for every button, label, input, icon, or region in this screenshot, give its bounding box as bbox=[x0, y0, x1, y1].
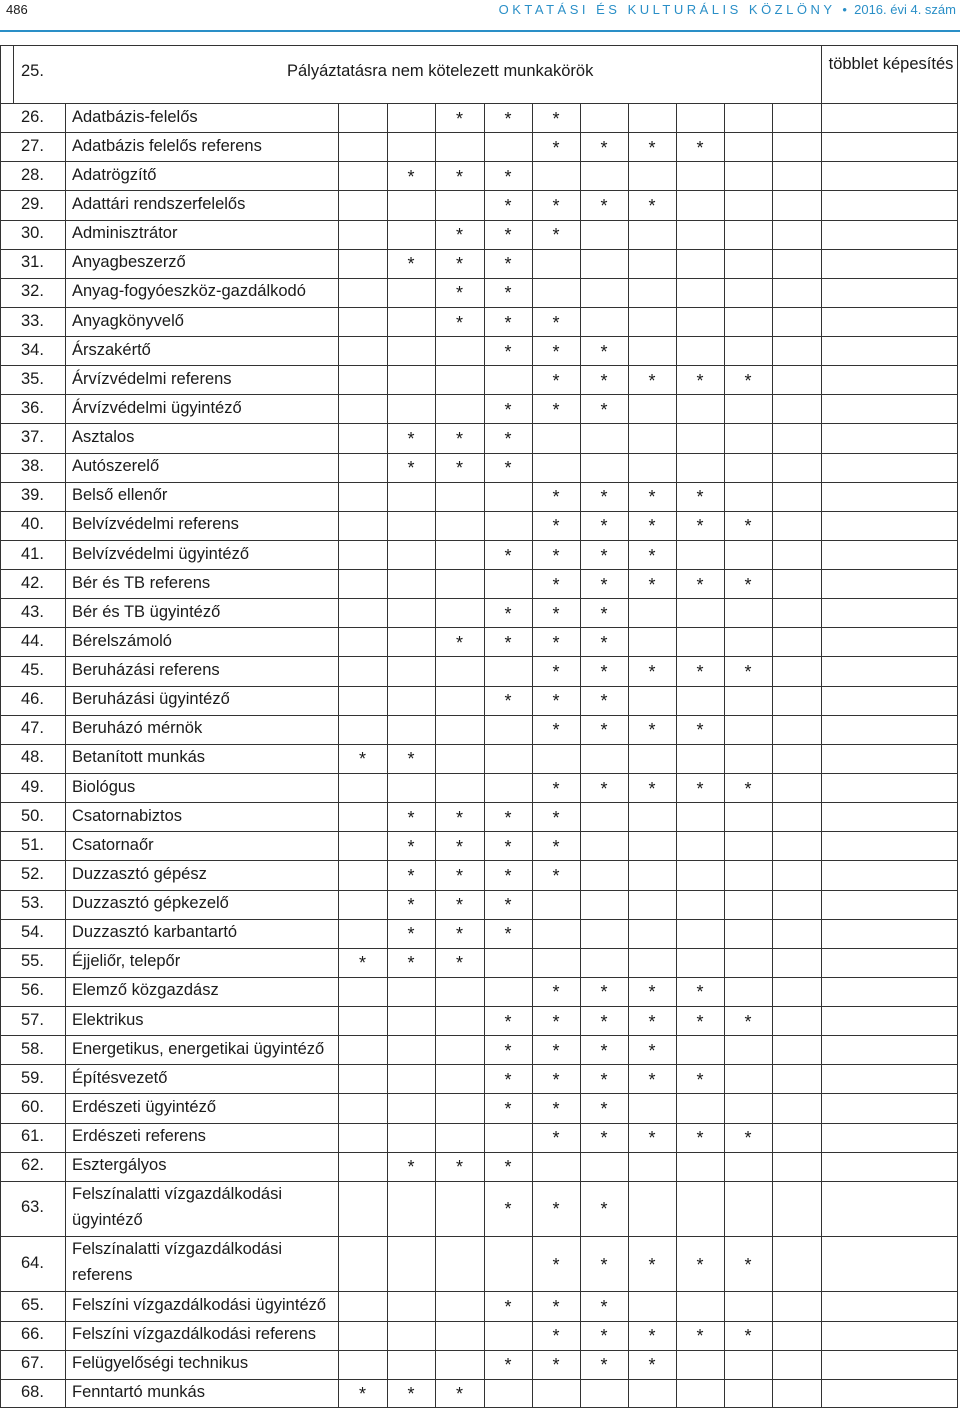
job-table bbox=[0, 45, 960, 1408]
star-mark: * bbox=[552, 312, 560, 333]
job-title: Duzzasztó gépész bbox=[72, 864, 207, 883]
star-mark: * bbox=[696, 982, 704, 1003]
star-mark: * bbox=[504, 691, 512, 712]
star-mark: * bbox=[552, 1326, 560, 1347]
star-mark: * bbox=[600, 1326, 608, 1347]
row-number: 31. bbox=[21, 253, 44, 272]
star-mark: * bbox=[552, 1098, 560, 1119]
job-title: Építésvezető bbox=[72, 1068, 168, 1087]
star-mark: * bbox=[407, 953, 415, 974]
job-title: Felszíni vízgazdálkodási ügyintéző bbox=[72, 1296, 327, 1315]
star-mark: * bbox=[407, 1157, 415, 1178]
job-title: Duzzasztó gépkezelő bbox=[72, 894, 229, 913]
star-mark: * bbox=[455, 865, 463, 886]
row-number: 29. bbox=[21, 195, 44, 213]
section-title: Pályáztatásra nem kötelezett munkakörök bbox=[287, 62, 594, 80]
star-mark: * bbox=[552, 720, 560, 741]
star-mark: * bbox=[455, 632, 463, 653]
star-mark: * bbox=[552, 1297, 560, 1318]
star-mark: * bbox=[600, 778, 608, 799]
star-mark: * bbox=[504, 1011, 512, 1032]
row-number: 59. bbox=[21, 1068, 44, 1087]
row-number: 67. bbox=[21, 1354, 44, 1373]
star-mark: * bbox=[600, 1128, 608, 1149]
star-mark: * bbox=[696, 487, 704, 508]
row-number: 27. bbox=[21, 136, 44, 155]
job-title: Duzzasztó karbantartó bbox=[72, 923, 238, 942]
star-mark: * bbox=[407, 895, 415, 916]
row-number: 68. bbox=[21, 1383, 44, 1402]
star-mark: * bbox=[648, 196, 656, 216]
job-title: Beruházási referens bbox=[72, 661, 220, 680]
star-mark: * bbox=[407, 429, 415, 450]
star-mark: * bbox=[600, 487, 608, 508]
star-mark: * bbox=[744, 1128, 752, 1149]
star-mark: * bbox=[600, 1098, 608, 1119]
star-mark: * bbox=[552, 865, 560, 886]
star-mark: * bbox=[552, 691, 560, 712]
star-mark: * bbox=[744, 1254, 752, 1275]
star-mark: * bbox=[648, 662, 656, 683]
star-mark: * bbox=[648, 137, 656, 158]
star-mark: * bbox=[648, 1254, 656, 1275]
row-number: 60. bbox=[21, 1097, 44, 1116]
row-number: 66. bbox=[21, 1325, 44, 1344]
star-mark: * bbox=[504, 166, 512, 187]
star-mark: * bbox=[455, 108, 463, 129]
star-mark: * bbox=[696, 1326, 704, 1347]
journal-title: OKTATÁSI ÉS KULTURÁLIS KÖZLÖNY • 2016. évi 4. szám bbox=[498, 2, 956, 17]
star-mark: * bbox=[600, 574, 608, 595]
star-mark: * bbox=[455, 924, 463, 945]
row-number: 39. bbox=[21, 486, 44, 505]
star-mark: * bbox=[552, 662, 560, 683]
job-title: Elemző közgazdász bbox=[72, 981, 219, 1000]
star-mark: * bbox=[455, 1157, 463, 1178]
job-title: Autószerelő bbox=[72, 457, 160, 476]
star-mark: * bbox=[696, 370, 704, 391]
row-number: 54. bbox=[21, 923, 44, 942]
job-title: Energetikus, energetikai ügyintéző bbox=[72, 1039, 325, 1058]
star-mark: * bbox=[455, 1384, 463, 1405]
star-mark: * bbox=[600, 1254, 608, 1275]
page-header bbox=[0, 0, 960, 22]
row-number: 61. bbox=[21, 1127, 44, 1146]
star-mark: * bbox=[407, 924, 415, 945]
star-mark: * bbox=[504, 225, 512, 246]
star-mark: * bbox=[552, 370, 560, 391]
star-mark: * bbox=[744, 778, 752, 799]
star-mark: * bbox=[552, 399, 560, 420]
page-number: 486 bbox=[6, 2, 28, 17]
job-title: Adattári rendszerfelelős bbox=[72, 195, 246, 213]
star-mark: * bbox=[648, 1355, 656, 1376]
job-title: Anyagbeszerző bbox=[72, 253, 186, 272]
star-mark: * bbox=[600, 137, 608, 158]
star-mark: * bbox=[407, 836, 415, 857]
row-number: 56. bbox=[21, 981, 44, 1000]
row-number: 32. bbox=[21, 282, 44, 301]
job-title: Felszíni vízgazdálkodási referens bbox=[72, 1325, 316, 1344]
row-number: 45. bbox=[21, 661, 44, 680]
star-mark: * bbox=[552, 341, 560, 362]
job-title: Belvízvédelmi ügyintéző bbox=[72, 544, 250, 563]
star-mark: * bbox=[504, 1297, 512, 1318]
star-mark: * bbox=[504, 1098, 512, 1119]
job-title-line: ügyintéző bbox=[72, 1210, 143, 1229]
star-mark: * bbox=[504, 865, 512, 886]
star-mark: * bbox=[552, 196, 560, 216]
job-title: Erdészeti referens bbox=[72, 1127, 206, 1146]
star-mark: * bbox=[358, 953, 366, 974]
row-number: 44. bbox=[21, 631, 44, 650]
star-mark: * bbox=[504, 603, 512, 624]
star-mark: * bbox=[552, 1040, 560, 1061]
star-mark: * bbox=[648, 1011, 656, 1032]
star-mark: * bbox=[504, 895, 512, 916]
job-title: Csatornaőr bbox=[72, 835, 154, 854]
star-mark: * bbox=[504, 807, 512, 828]
star-mark: * bbox=[696, 1254, 704, 1275]
star-mark: * bbox=[504, 254, 512, 275]
star-mark: * bbox=[600, 1297, 608, 1318]
row-number: 53. bbox=[21, 894, 44, 913]
job-title: Belső ellenőr bbox=[72, 486, 168, 505]
star-mark: * bbox=[696, 574, 704, 595]
star-mark: * bbox=[744, 1011, 752, 1032]
star-mark: * bbox=[455, 166, 463, 187]
star-mark: * bbox=[504, 341, 512, 362]
row-number: 64. bbox=[21, 1253, 44, 1272]
star-mark: * bbox=[600, 691, 608, 712]
star-mark: * bbox=[600, 545, 608, 566]
row-number: 47. bbox=[21, 719, 44, 738]
star-mark: * bbox=[552, 982, 560, 1003]
job-title: Adminisztrátor bbox=[72, 224, 178, 243]
star-mark: * bbox=[504, 108, 512, 129]
star-mark: * bbox=[696, 516, 704, 537]
star-mark: * bbox=[600, 341, 608, 362]
star-mark: * bbox=[504, 836, 512, 857]
star-mark: * bbox=[648, 545, 656, 566]
star-mark: * bbox=[504, 1355, 512, 1376]
row-number: 55. bbox=[21, 952, 44, 971]
star-mark: * bbox=[455, 836, 463, 857]
star-mark: * bbox=[504, 1199, 512, 1220]
star-mark: * bbox=[648, 370, 656, 391]
row-number: 49. bbox=[21, 777, 44, 796]
row-number: 28. bbox=[21, 165, 44, 184]
star-mark: * bbox=[504, 458, 512, 479]
star-mark: * bbox=[648, 487, 656, 508]
row-number: 48. bbox=[21, 748, 44, 767]
row-number: 50. bbox=[21, 806, 44, 825]
star-mark: * bbox=[358, 1384, 366, 1405]
section-number: 25. bbox=[21, 62, 44, 80]
job-title: Árvízvédelmi referens bbox=[72, 369, 232, 388]
job-title: Bér és TB ügyintéző bbox=[72, 602, 221, 621]
job-title: Esztergályos bbox=[72, 1156, 167, 1175]
star-mark: * bbox=[552, 807, 560, 828]
job-title: Fenntartó munkás bbox=[72, 1383, 205, 1402]
star-mark: * bbox=[744, 516, 752, 537]
job-title-line: Felszínalatti vízgazdálkodási bbox=[72, 1240, 283, 1259]
star-mark: * bbox=[407, 458, 415, 479]
star-mark: * bbox=[648, 720, 656, 741]
row-number: 37. bbox=[21, 428, 44, 447]
row-number: 52. bbox=[21, 864, 44, 883]
star-mark: * bbox=[407, 1384, 415, 1405]
star-mark: * bbox=[648, 1069, 656, 1090]
star-mark: * bbox=[407, 865, 415, 886]
job-title: Betanított munkás bbox=[72, 748, 205, 767]
star-mark: * bbox=[600, 399, 608, 420]
extra-qualification-header: többlet képesítés bbox=[828, 55, 954, 73]
star-mark: * bbox=[696, 1069, 704, 1090]
row-number: 57. bbox=[21, 1010, 44, 1029]
star-mark: * bbox=[552, 137, 560, 158]
star-mark: * bbox=[455, 807, 463, 828]
star-mark: * bbox=[455, 283, 463, 304]
star-mark: * bbox=[552, 108, 560, 129]
star-mark: * bbox=[552, 1069, 560, 1090]
row-number: 38. bbox=[21, 457, 44, 476]
job-title: Felügyelőségi technikus bbox=[72, 1354, 249, 1373]
star-mark: * bbox=[648, 1128, 656, 1149]
header-rule bbox=[0, 30, 960, 32]
star-mark: * bbox=[504, 1157, 512, 1178]
star-mark: * bbox=[552, 1011, 560, 1032]
job-title: Árvízvédelmi ügyintéző bbox=[72, 398, 242, 417]
row-number: 43. bbox=[21, 602, 44, 621]
job-title: Adatbázis felelős referens bbox=[72, 136, 262, 155]
star-mark: * bbox=[552, 1254, 560, 1275]
job-title: Belvízvédelmi referens bbox=[72, 515, 239, 534]
row-number: 40. bbox=[21, 515, 44, 534]
star-mark: * bbox=[455, 312, 463, 333]
job-title: Beruházási ügyintéző bbox=[72, 690, 230, 709]
star-mark: * bbox=[600, 632, 608, 653]
star-mark: * bbox=[504, 1069, 512, 1090]
star-mark: * bbox=[696, 662, 704, 683]
row-number: 26. bbox=[21, 107, 44, 126]
star-mark: * bbox=[744, 370, 752, 391]
star-mark: * bbox=[552, 1199, 560, 1220]
star-mark: * bbox=[552, 836, 560, 857]
star-mark: * bbox=[696, 720, 704, 741]
star-mark: * bbox=[600, 1040, 608, 1061]
star-mark: * bbox=[504, 283, 512, 304]
star-mark: * bbox=[648, 516, 656, 537]
job-title: Bérelszámoló bbox=[72, 631, 172, 650]
star-mark: * bbox=[600, 1069, 608, 1090]
star-mark: * bbox=[358, 749, 366, 770]
star-mark: * bbox=[600, 662, 608, 683]
row-number: 63. bbox=[21, 1198, 44, 1217]
star-mark: * bbox=[600, 982, 608, 1003]
star-mark: * bbox=[600, 1011, 608, 1032]
job-title: Asztalos bbox=[72, 428, 135, 447]
job-title: Biológus bbox=[72, 777, 136, 796]
star-mark: * bbox=[600, 370, 608, 391]
star-mark: * bbox=[407, 166, 415, 187]
job-title-line: Felszínalatti vízgazdálkodási bbox=[72, 1184, 283, 1203]
star-mark: * bbox=[455, 254, 463, 275]
job-title: Erdészeti ügyintéző bbox=[72, 1097, 216, 1116]
star-mark: * bbox=[552, 778, 560, 799]
star-mark: * bbox=[648, 1040, 656, 1061]
star-mark: * bbox=[504, 1040, 512, 1061]
star-mark: * bbox=[407, 254, 415, 275]
table-outer-border bbox=[0, 45, 958, 1408]
star-mark: * bbox=[600, 1199, 608, 1220]
job-title: Bér és TB referens bbox=[72, 573, 211, 592]
star-mark: * bbox=[744, 662, 752, 683]
row-number: 33. bbox=[21, 311, 44, 330]
star-mark: * bbox=[648, 778, 656, 799]
star-mark: * bbox=[455, 458, 463, 479]
job-title: Anyagkönyvelő bbox=[72, 311, 184, 330]
job-title: Éjjeliőr, telepőr bbox=[72, 952, 181, 971]
star-mark: * bbox=[407, 807, 415, 828]
star-mark: * bbox=[504, 399, 512, 420]
job-title: Árszakértő bbox=[72, 340, 151, 359]
row-number: 46. bbox=[21, 690, 44, 709]
star-mark: * bbox=[696, 778, 704, 799]
star-mark: * bbox=[696, 1128, 704, 1149]
star-mark: * bbox=[407, 749, 415, 770]
star-mark: * bbox=[552, 487, 560, 508]
star-mark: * bbox=[455, 895, 463, 916]
job-title: Anyag-fogyóeszköz-gazdálkodó bbox=[72, 282, 306, 301]
star-mark: * bbox=[648, 574, 656, 595]
row-number: 34. bbox=[21, 340, 44, 359]
row-number: 65. bbox=[21, 1296, 44, 1315]
star-mark: * bbox=[600, 720, 608, 741]
row-number: 41. bbox=[21, 544, 44, 563]
star-mark: * bbox=[552, 632, 560, 653]
row-number: 58. bbox=[21, 1039, 44, 1058]
star-mark: * bbox=[552, 574, 560, 595]
star-mark: * bbox=[455, 429, 463, 450]
job-title: Csatornabiztos bbox=[72, 806, 183, 825]
job-title: Adatbázis-felelős bbox=[72, 107, 198, 126]
star-mark: * bbox=[600, 196, 608, 216]
star-mark: * bbox=[696, 1011, 704, 1032]
star-mark: * bbox=[504, 545, 512, 566]
star-mark: * bbox=[648, 1326, 656, 1347]
star-mark: * bbox=[552, 545, 560, 566]
job-title-line: referens bbox=[72, 1266, 133, 1285]
star-mark: * bbox=[696, 137, 704, 158]
star-mark: * bbox=[552, 603, 560, 624]
star-mark: * bbox=[552, 1355, 560, 1376]
star-mark: * bbox=[744, 574, 752, 595]
row-number: 62. bbox=[21, 1156, 44, 1175]
star-mark: * bbox=[552, 1128, 560, 1149]
row-number: 35. bbox=[21, 369, 44, 388]
star-mark: * bbox=[504, 429, 512, 450]
star-mark: * bbox=[455, 953, 463, 974]
star-mark: * bbox=[648, 982, 656, 1003]
star-mark: * bbox=[504, 196, 512, 216]
star-mark: * bbox=[504, 312, 512, 333]
star-mark: * bbox=[744, 1326, 752, 1347]
star-mark: * bbox=[504, 632, 512, 653]
star-mark: * bbox=[600, 1355, 608, 1376]
row-number: 30. bbox=[21, 224, 44, 243]
star-mark: * bbox=[455, 225, 463, 246]
job-title: Elektrikus bbox=[72, 1010, 144, 1029]
row-number: 36. bbox=[21, 398, 44, 417]
star-mark: * bbox=[552, 225, 560, 246]
row-number: 51. bbox=[21, 835, 44, 854]
star-mark: * bbox=[600, 516, 608, 537]
job-title: Beruházó mérnök bbox=[72, 719, 203, 738]
job-title: Adatrögzítő bbox=[72, 165, 157, 184]
star-mark: * bbox=[600, 603, 608, 624]
star-mark: * bbox=[504, 924, 512, 945]
star-mark: * bbox=[552, 516, 560, 537]
row-number: 42. bbox=[21, 573, 44, 592]
